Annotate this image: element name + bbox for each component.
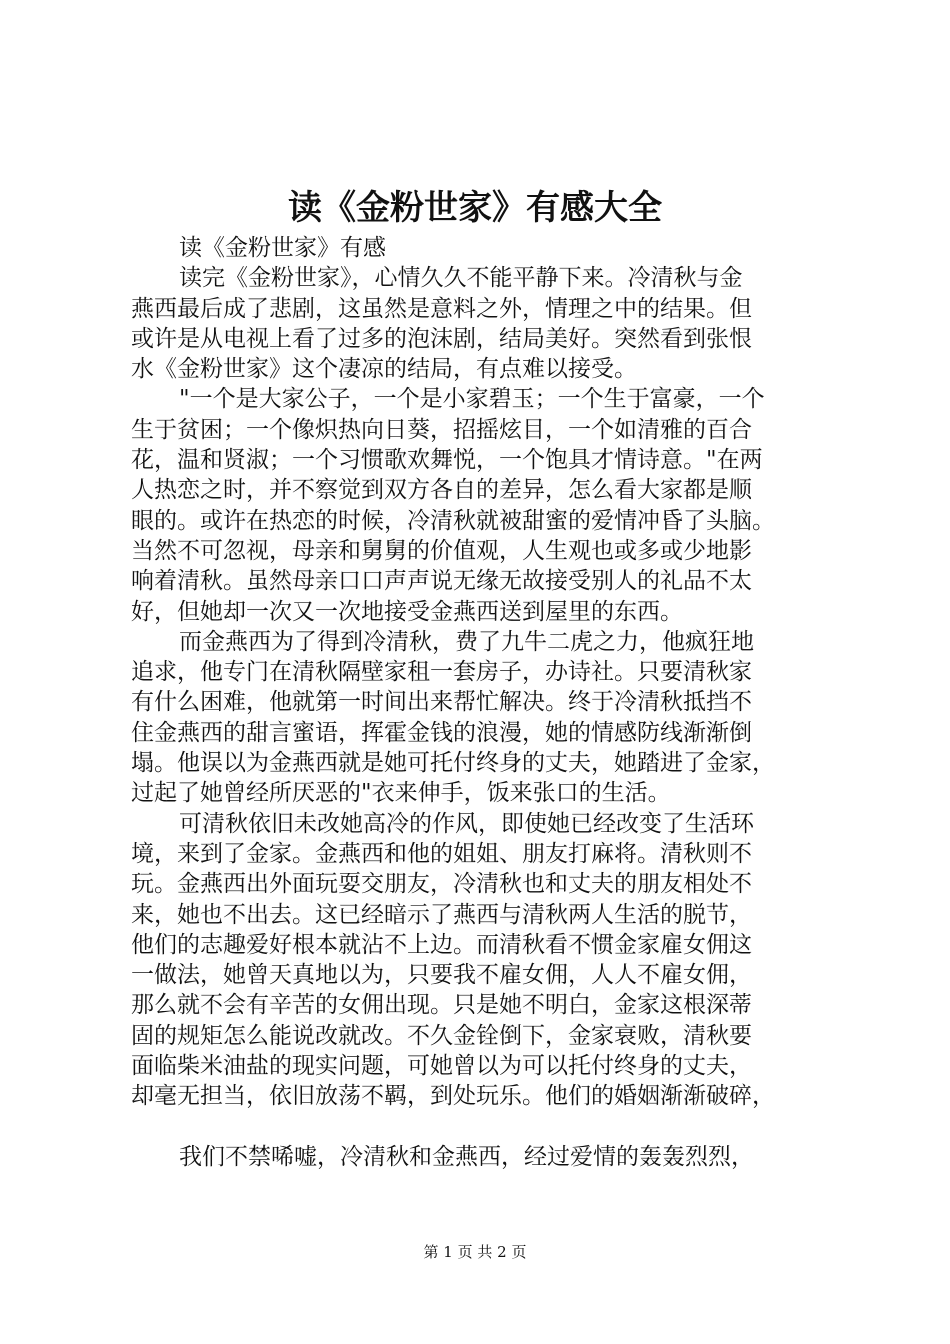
document-body: [131, 233, 827, 1172]
document-title: 读《金粉世家》有感大全: [288, 188, 662, 228]
text-line: 住金燕西的甜言蜜语，挥霍金钱的浪漫，她的情感防线渐渐倒: [131, 719, 752, 746]
text-line: 固的规矩怎么能说改就改。不久金铨倒下，金家衰败，清秋要: [131, 1022, 752, 1049]
text-line: 一做法，她曾天真地以为，只要我不雇女佣，人人不雇女佣，: [131, 962, 752, 989]
text-line: 我们不禁唏嘘，冷清秋和金燕西，经过爱情的轰轰烈烈，: [179, 1143, 754, 1170]
text-line: 当然不可忽视，母亲和舅舅的价值观，人生观也或多或少地影: [131, 537, 752, 564]
text-line: 读完《金粉世家》，心情久久不能平静下来。冷清秋与金: [179, 265, 743, 292]
text-line: 眼的。或许在热恋的时候，冷清秋就被甜蜜的爱情冲昏了头脑。: [131, 507, 775, 534]
text-line: 生于贫困；一个像炽热向日葵，招摇炫目，一个如清雅的百合: [131, 416, 752, 443]
text-line: 那么就不会有辛苦的女佣出现。只是她不明白，金家这根深蒂: [131, 992, 752, 1019]
text-line: 可清秋依旧未改她高冷的作风，即使她已经改变了生活环: [179, 810, 754, 837]
text-line: 玩。金燕西出外面玩耍交朋友，冷清秋也和丈夫的朋友相处不: [131, 871, 752, 898]
text-line: 花，温和贤淑；一个习惯歌欢舞悦，一个饱具才情诗意。"在两: [131, 447, 763, 474]
text-line: 来，她也不出去。这已经暗示了燕西与清秋两人生活的脱节，: [131, 901, 752, 928]
text-line: 他们的志趣爱好根本就沾不上边。而清秋看不惯金家雇女佣这: [131, 931, 752, 958]
text-line: 水《金粉世家》这个凄凉的结局，有点难以接受。: [131, 356, 637, 383]
text-line: 追求，他专门在清秋隔壁家租一套房子，办诗社。只要清秋家: [131, 659, 752, 686]
text-line: 过起了她曾经所厌恶的"衣来伸手，饭来张口的生活。: [131, 780, 671, 807]
text-line: 却毫无担当，依旧放荡不羁，到处玩乐。他们的婚姻渐渐破碎，: [131, 1083, 775, 1110]
paragraph-gap: [131, 1112, 827, 1142]
text-line: 有什么困难，他就第一时间出来帮忙解决。终于冷清秋抵挡不: [131, 689, 752, 716]
text-line: 响着清秋。虽然母亲口口声声说无缘无故接受别人的礼品不太: [131, 568, 752, 595]
text-line: 好，但她却一次又一次地接受金燕西送到屋里的东西。: [131, 598, 683, 625]
text-line: 燕西最后成了悲剧，这虽然是意料之外，情理之中的结果。但: [131, 295, 752, 322]
text-line: "一个是大家公子，一个是小家碧玉；一个生于富豪，一个: [179, 386, 765, 413]
text-line: 塌。他误以为金燕西就是她可托付终身的丈夫，她踏进了金家，: [131, 750, 775, 777]
text-line: 或许是从电视上看了过多的泡沫剧，结局美好。突然看到张恨: [131, 325, 752, 352]
text-line: 而金燕西为了得到冷清秋，费了九牛二虎之力，他疯狂地: [179, 628, 754, 655]
text-line: 读《金粉世家》有感: [179, 235, 386, 261]
page-footer: 第 1 页 共 2 页: [423, 1243, 527, 1261]
text-line: 人热恋之时，并不察觉到双方各自的差异，怎么看大家都是顺: [131, 477, 752, 504]
text-line: 境，来到了金家。金燕西和他的姐姐、朋友打麻将。清秋则不: [131, 840, 752, 867]
text-line: 面临柴米油盐的现实问题，可她曾以为可以托付终身的丈夫，: [131, 1053, 752, 1080]
